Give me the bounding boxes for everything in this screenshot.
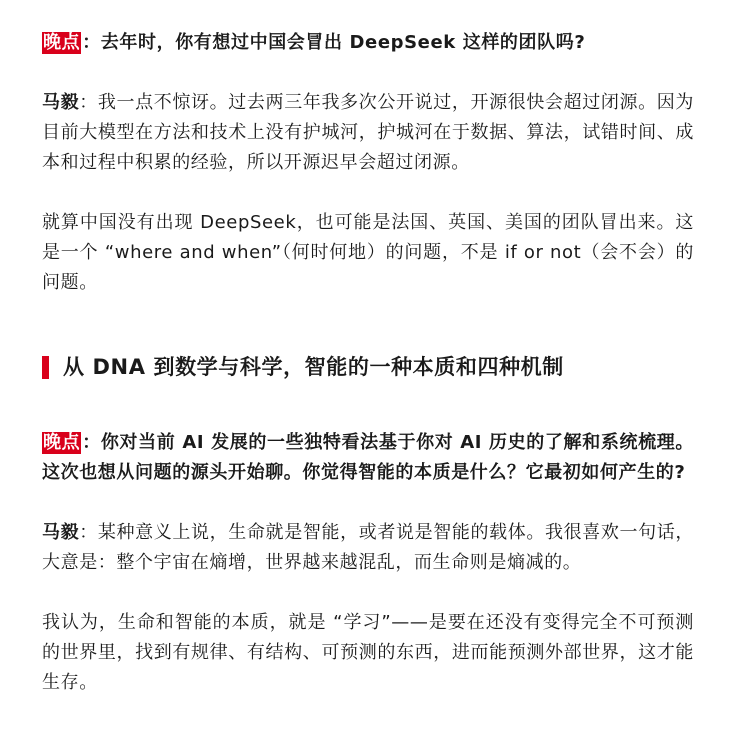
heading-accent-bar — [42, 356, 49, 379]
answer-text: 我认为，生命和智能的本质，就是 “学习”——是要在还没有变得完全不可预测的世界里，找到有规律、有结构、可预测的东西，进而能预测外部世界，这才能生存。 — [42, 612, 694, 693]
interviewer-tag: 晚点 — [43, 432, 81, 453]
article-body — [42, 28, 694, 698]
answer-text: ：我一点不惊讶。过去两三年我多次公开说过，开源很快会超过闭源。因为目前大模型在方法和技术上没有护城河，护城河在于数据、算法，试错时间、成本和过程中积累的经验，所以开源迟早会超过闭源。 — [42, 92, 695, 173]
answer-paragraph — [42, 608, 694, 698]
answer-text: 就算中国没有出现 DeepSeek，也可能是法国、英国、美国的团队冒出来。这是一个 “where and when”（何时何地）的问题，不是 if or not（会不会）的问题。 — [42, 212, 694, 293]
answer-paragraph — [42, 88, 694, 178]
question-text: ：你对当前 AI 发展的一些独特看法基于你对 AI 历史的了解和系统梳理。这次也想从问题的源头开始聊。你觉得智能的本质是什么？它最初如何产生的? — [42, 432, 694, 483]
answer-text: ：某种意义上说，生命就是智能，或者说是智能的载体。我很喜欢一句话，大意是：整个宇宙在熵增，世界越来越混乱，而生命则是熵减的。 — [42, 522, 695, 573]
interviewer-tag: 晚点 — [43, 32, 81, 53]
section-heading — [42, 352, 694, 382]
answer-paragraph — [42, 518, 694, 578]
answer-paragraph — [42, 208, 694, 298]
speaker-name: 马毅 — [42, 522, 80, 543]
section-heading-text: 从 DNA 到数学与科学，智能的一种本质和四种机制 — [63, 355, 564, 379]
question-text: ：去年时，你有想过中国会冒出 DeepSeek 这样的团队吗? — [82, 32, 586, 53]
question-paragraph — [42, 28, 694, 58]
question-paragraph — [42, 428, 694, 488]
speaker-name: 马毅 — [42, 92, 80, 113]
